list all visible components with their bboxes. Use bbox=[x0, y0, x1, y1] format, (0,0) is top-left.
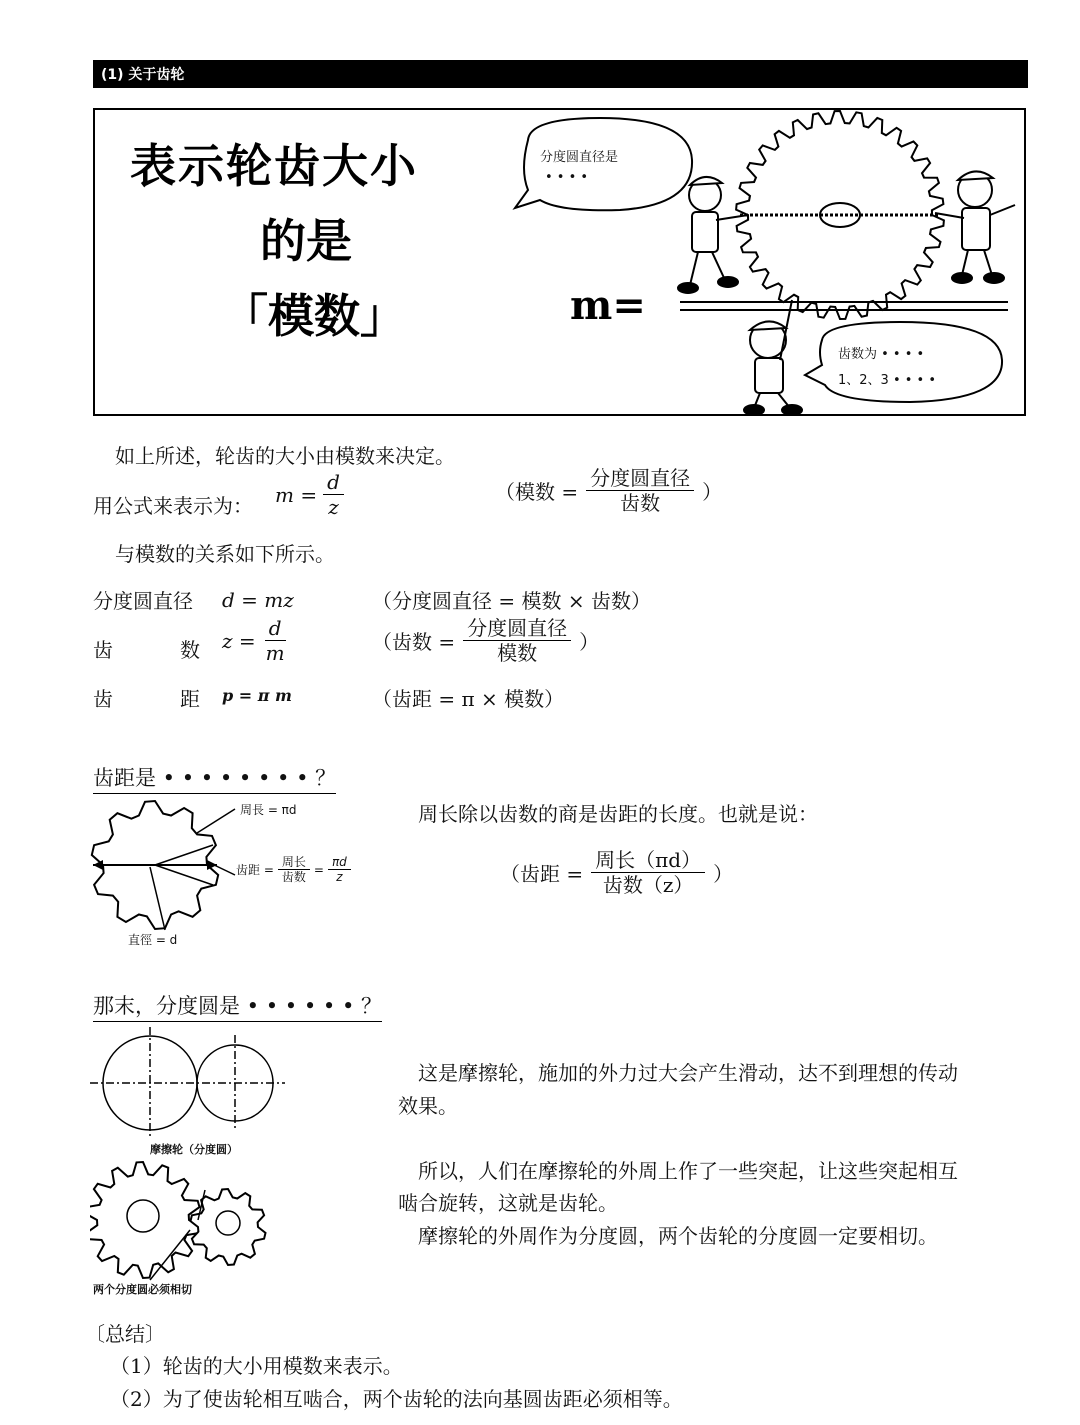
section-header-label: (1) 关于齿轮 bbox=[101, 67, 185, 83]
friction-wheels-icon bbox=[90, 1027, 285, 1139]
relation-pitch-label-b: 距 bbox=[180, 687, 200, 711]
paren-close: ） bbox=[702, 480, 723, 504]
pitch-small-label: 齿距 = bbox=[236, 863, 274, 878]
pitch-small-den2: z bbox=[336, 870, 343, 885]
pitch-big-open: （齿距 = bbox=[500, 862, 584, 886]
pitch-circle-para1-line2: 效果。 bbox=[398, 1094, 458, 1118]
relation-teeth-formula bbox=[222, 616, 289, 665]
bubble-top-line1: 分度圆直径是 bbox=[540, 150, 619, 165]
pitch-small-num1: 周长 bbox=[278, 855, 310, 870]
module-formula bbox=[275, 470, 344, 519]
pitch-big-formula bbox=[500, 848, 733, 897]
circumference-arrow-icon bbox=[197, 809, 235, 833]
pitch-small-formula bbox=[236, 855, 351, 885]
teeth-formula-num: d bbox=[265, 616, 286, 641]
pitch-circle-para3: 摩擦轮的外周作为分度圆，两个齿轮的分度圆一定要相切。 bbox=[418, 1224, 938, 1248]
module-formula-words bbox=[495, 466, 722, 515]
paren-numerator: 分度圆直径 bbox=[586, 466, 694, 491]
circumference-label: 周長 = πd bbox=[240, 803, 297, 817]
cartoon-person-left-icon bbox=[678, 177, 748, 293]
paren-fraction bbox=[586, 466, 694, 515]
relation-pitch-explain: （齿距 = π × 模数） bbox=[372, 687, 565, 711]
pitch-circle-para2-line2: 啮合旋转，这就是齿轮。 bbox=[398, 1191, 618, 1215]
pitch-small-den1: 齿数 bbox=[281, 870, 306, 885]
m-equals-symbol: m= bbox=[570, 282, 646, 329]
teeth-explain-fraction bbox=[463, 616, 571, 665]
relation-pitch-label-a: 齿 bbox=[93, 687, 113, 711]
cartoon-person-bottom-icon bbox=[744, 300, 802, 415]
banner-title-line3: 「模数」 bbox=[222, 289, 406, 343]
relation-diameter-formula: d = mz bbox=[222, 588, 294, 612]
bubble-top-line2: • • • • bbox=[545, 170, 589, 185]
gear-pitch-icon bbox=[92, 801, 218, 929]
pitch-small-frac2 bbox=[328, 855, 351, 885]
banner-title-line1: 表示轮齿大小 bbox=[130, 139, 418, 193]
pitch-small-num2: πd bbox=[328, 855, 351, 870]
relation-pitch-formula: p = π m bbox=[222, 686, 292, 705]
pitch-big-close: ） bbox=[713, 862, 734, 886]
pitch-explain: 周长除以齿数的商是齿距的长度。也就是说： bbox=[418, 802, 818, 826]
relation-diameter-explain: （分度圆直径 = 模数 × 齿数） bbox=[372, 589, 651, 613]
teeth-formula-lhs: z = bbox=[222, 628, 256, 653]
friction-gear-diagram bbox=[90, 1025, 390, 1295]
summary-item2: （2）为了使齿轮相互啮合，两个齿轮的法向基圆齿距必须相等。 bbox=[110, 1387, 683, 1411]
teeth-formula-den: m bbox=[265, 641, 285, 665]
banner-title-line2: 的是 bbox=[260, 214, 352, 268]
big-gear-icon bbox=[736, 111, 944, 319]
formula-label: 用公式来表示为： bbox=[93, 494, 253, 518]
teeth-explain-open: （齿数 = bbox=[372, 630, 456, 654]
pitch-circle-para2-line1: 所以，人们在摩擦轮的外周上作了一些突起，让这些突起相互 bbox=[418, 1159, 958, 1183]
diameter-label: 直徑 = d bbox=[128, 933, 178, 947]
relation-teeth-label-a: 齿 bbox=[93, 638, 113, 662]
teeth-explain-close: ） bbox=[579, 630, 600, 654]
friction-caption: 摩擦轮（分度圆） bbox=[150, 1143, 238, 1156]
relation-teeth-explain bbox=[372, 616, 599, 665]
paren-open: （模数 = bbox=[495, 480, 579, 504]
pitch-circle-heading: 那末，分度圆是 • • • • • • ？ bbox=[93, 990, 382, 1022]
bubble-bottom-line2: 1、2、3 • • • • bbox=[838, 373, 937, 388]
relation-diameter-label: 分度圆直径 bbox=[93, 589, 193, 613]
pitch-small-frac1 bbox=[278, 855, 310, 885]
speech-bubble-bottom bbox=[805, 322, 1002, 402]
pitch-big-frac bbox=[591, 848, 705, 897]
pitch-big-den: 齿数（z） bbox=[602, 873, 694, 897]
pitch-big-num: 周长（πd） bbox=[591, 848, 705, 873]
meshing-gears-icon bbox=[90, 1162, 201, 1278]
pitch-section-heading: 齿距是 • • • • • • • • ？ bbox=[93, 762, 336, 794]
teeth-explain-den: 模数 bbox=[497, 641, 538, 665]
cartoon-person-right-icon bbox=[935, 171, 1015, 283]
pitch-circle-para1-line1: 这是摩擦轮，施加的外力过大会产生滑动，达不到理想的传动 bbox=[418, 1061, 958, 1085]
summary-item1: （1）轮齿的大小用模数来表示。 bbox=[110, 1354, 403, 1378]
paren-denominator: 齿数 bbox=[620, 491, 661, 515]
formula-fraction bbox=[323, 470, 344, 519]
teeth-formula-fraction bbox=[262, 616, 289, 665]
relation-teeth-label-b: 数 bbox=[180, 638, 200, 662]
teeth-explain-num: 分度圆直径 bbox=[463, 616, 571, 641]
intro-line1: 如上所述，轮齿的大小由模数来决定。 bbox=[115, 444, 455, 468]
formula-numerator: d bbox=[323, 470, 344, 495]
gear-caption: 两个分度圆必须相切 bbox=[93, 1283, 192, 1296]
summary-heading: 〔总结〕 bbox=[85, 1322, 165, 1346]
intro-line3: 与模数的关系如下所示。 bbox=[115, 542, 335, 566]
formula-denominator: z bbox=[328, 495, 339, 519]
formula-lhs: m = bbox=[275, 482, 318, 507]
bubble-bottom-line1: 齿数为 • • • • bbox=[838, 347, 925, 362]
pitch-small-eq: = bbox=[313, 862, 324, 877]
